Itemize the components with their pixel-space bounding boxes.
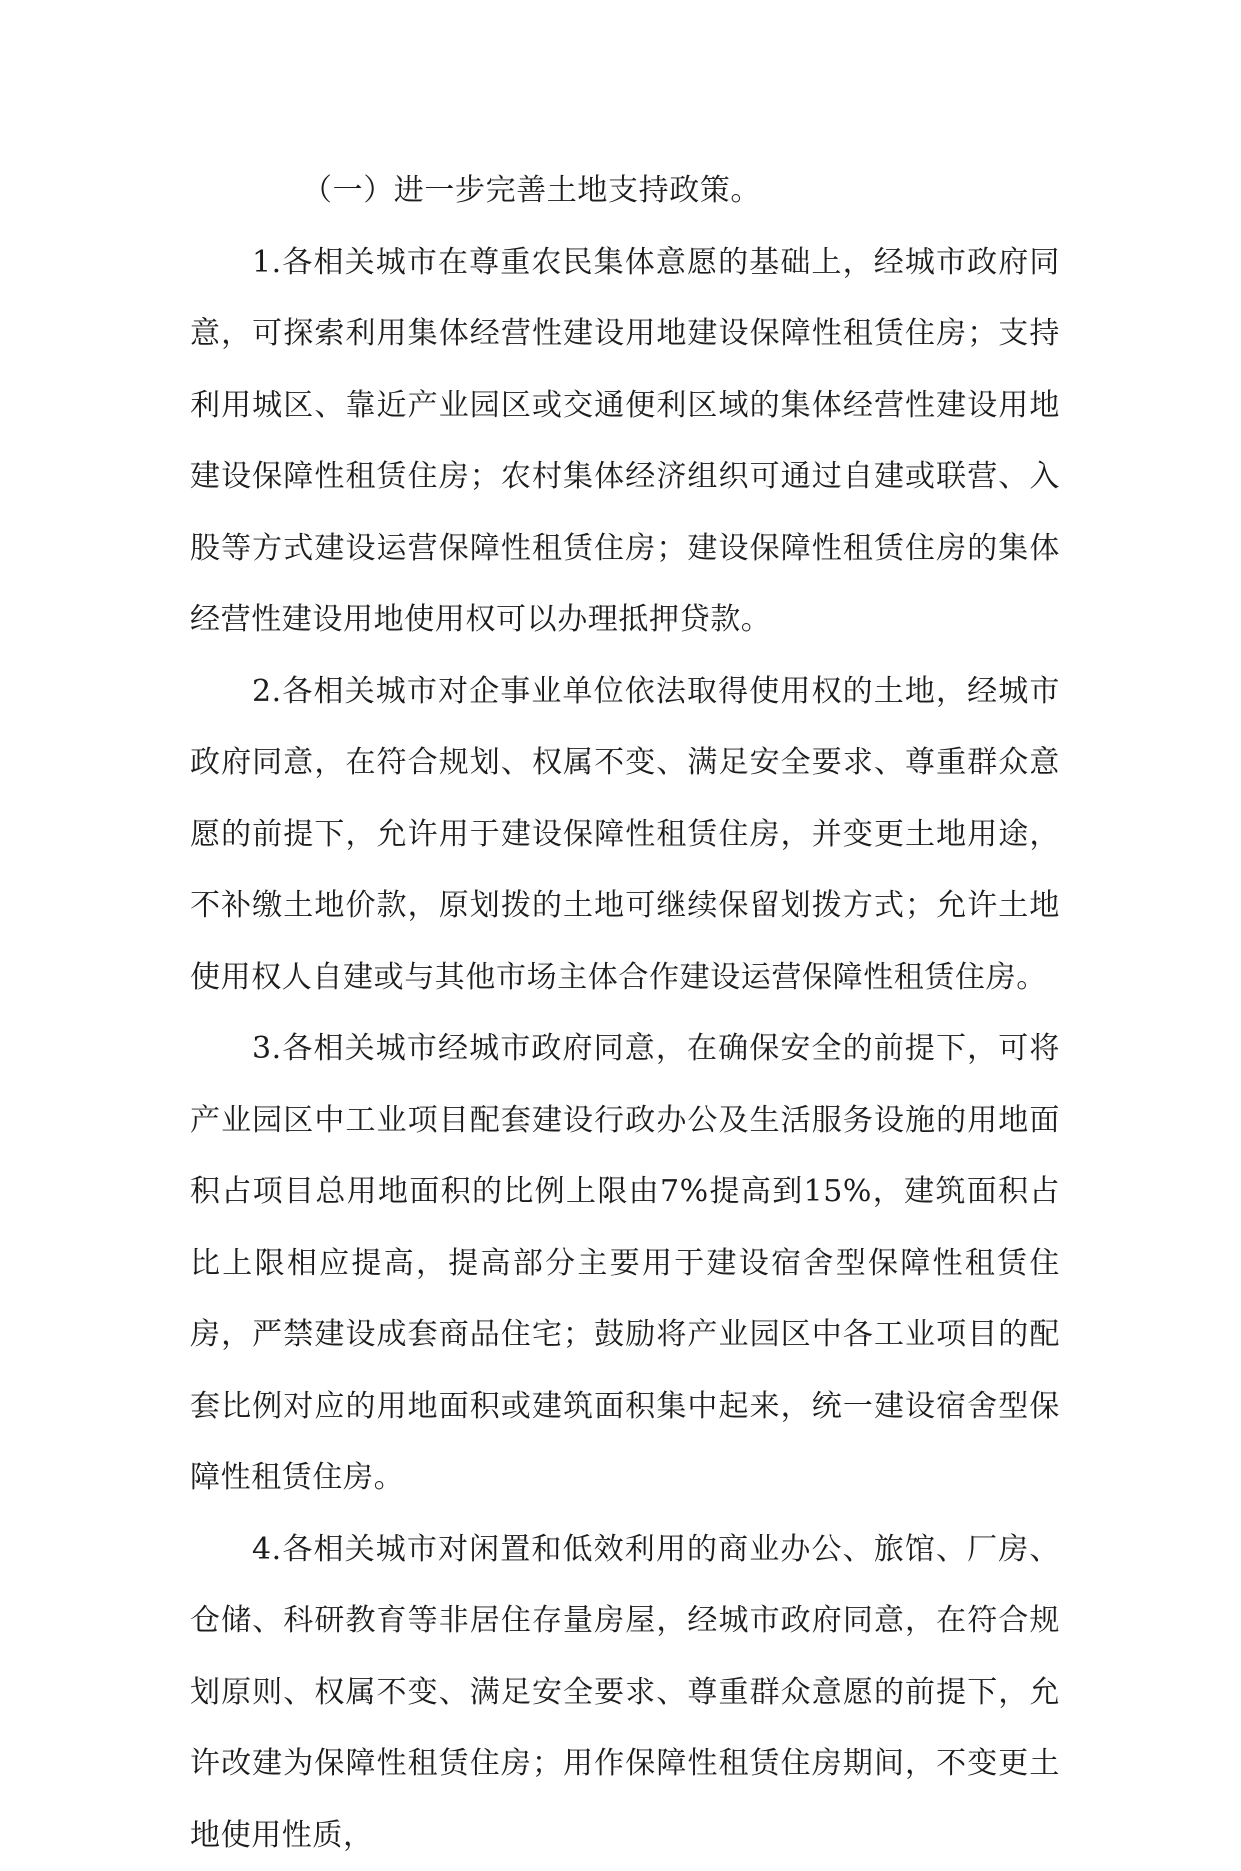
paragraph-3: 3.各相关城市经城市政府同意，在确保安全的前提下，可将产业园区中工业项目配套建设行政办公及生活服务设施的用地面积占项目总用地面积的比例上限由7%提高到15%，建筑面积占比上限相应提高，提高部分主要用于建设宿舍型保障性租赁住房，严禁建设成套商品住宅；鼓励将产业园区中各工业项目的配套比例对应的用地面积或建筑面积集中起来，统一建设宿舍型保障性租赁住房。 (190, 1013, 1060, 1514)
paragraph-4: 4.各相关城市对闲置和低效利用的商业办公、旅馆、厂房、仓储、科研教育等非居住存量房屋，经城市政府同意，在符合规划原则、权属不变、满足安全要求、尊重群众意愿的前提下，允许改建为保障性租赁住房；用作保障性租赁住房期间，不变更土地使用性质， (190, 1514, 1060, 1871)
paragraph-1: 1.各相关城市在尊重农民集体意愿的基础上，经城市政府同意，可探索利用集体经营性建设用地建设保障性租赁住房；支持利用城区、靠近产业园区或交通便利区域的集体经营性建设用地建设保障性租赁住房；农村集体经济组织可通过自建或联营、入股等方式建设运营保障性租赁住房；建设保障性租赁住房的集体经营性建设用地使用权可以办理抵押贷款。 (190, 227, 1060, 656)
document-body (190, 155, 1060, 1871)
paragraph-2: 2.各相关城市对企事业单位依法取得使用权的土地，经城市政府同意，在符合规划、权属不变、满足安全要求、尊重群众意愿的前提下，允许用于建设保障性租赁住房，并变更土地用途，不补缴土地价款，原划拨的土地可继续保留划拨方式；允许土地使用权人自建或与其他市场主体合作建设运营保障性租赁住房。 (190, 656, 1060, 1014)
section-heading: （一）进一步完善土地支持政策。 (190, 155, 1060, 227)
